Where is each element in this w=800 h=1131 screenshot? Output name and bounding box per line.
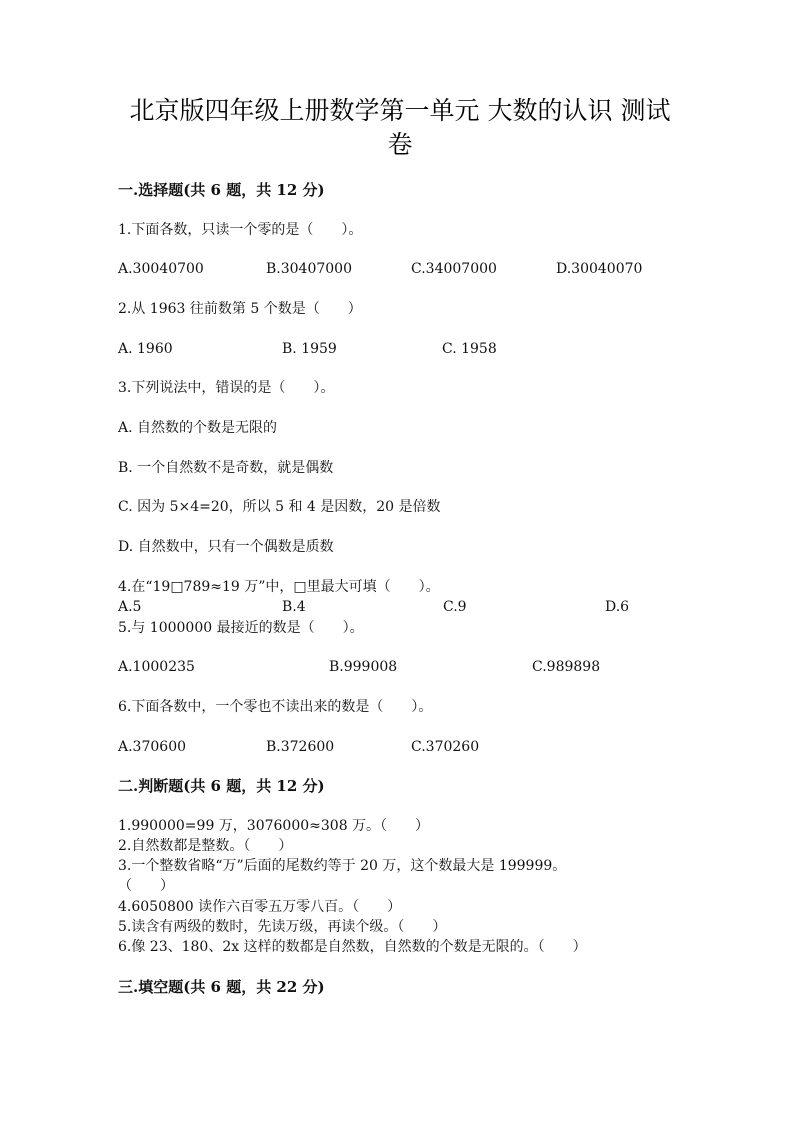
title-line-1: 北京版四年级上册数学第一单元 大数的认识 测试 xyxy=(129,96,671,125)
judgement-item: 4.6050800 读作六百零五万零八百。（ ） xyxy=(118,899,402,915)
option-c: C. 因为 5×4=20，所以 5 和 4 是因数，20 是倍数 xyxy=(118,499,441,515)
question-stem: 5.与 1000000 最接近的数是（ ）。 xyxy=(118,620,364,636)
judgement-item: 1.990000=99 万，3076000≈308 万。（ ） xyxy=(118,818,430,834)
question-stem: 1.下面各数，只读一个零的是（ ）。 xyxy=(118,222,363,238)
section-heading-choice: 一.选择题(共 6 题，共 12 分) xyxy=(118,181,325,199)
option-a: A. 自然数的个数是无限的 xyxy=(118,420,278,436)
option-b: B. 1959 xyxy=(282,341,337,357)
option-b: B.30407000 xyxy=(266,261,352,277)
option-a: A.5 xyxy=(118,599,142,615)
option-b: B.4 xyxy=(282,599,306,615)
title-line-2: 卷 xyxy=(387,130,413,159)
section-heading-judgement: 二.判断题(共 6 题，共 12 分) xyxy=(118,777,325,795)
option-c: C.370260 xyxy=(411,739,480,755)
option-c: C.989898 xyxy=(532,659,601,675)
question-stem: 4.在“19□789≈19 万”中，□里最大可填（ ）。 xyxy=(118,579,440,595)
section-heading-fill-in: 三.填空题(共 6 题，共 22 分) xyxy=(118,978,325,996)
judgement-item: 3.一个整数省略“万”后面的尾数约等于 20 万，这个数最大是 199999。 xyxy=(118,858,567,874)
option-a: A.30040700 xyxy=(118,261,204,277)
judgement-item: 2.自然数都是整数。（ ） xyxy=(118,838,293,854)
question-stem: 2.从 1963 往前数第 5 个数是（ ） xyxy=(118,301,362,317)
option-c: C.9 xyxy=(443,599,467,615)
option-c: C.34007000 xyxy=(411,261,497,277)
option-a: A. 1960 xyxy=(118,341,173,357)
option-b: B.999008 xyxy=(329,659,398,675)
option-d: D. 自然数中，只有一个偶数是质数 xyxy=(118,539,334,555)
judgement-item-continued: （ ） xyxy=(118,878,174,894)
option-d: D.6 xyxy=(605,599,630,615)
option-b: B.372600 xyxy=(266,739,335,755)
option-c: C. 1958 xyxy=(442,341,497,357)
option-d: D.30040070 xyxy=(556,261,643,277)
page-title xyxy=(118,94,682,162)
option-a: A.1000235 xyxy=(118,659,195,675)
option-b: B. 一个自然数不是奇数，就是偶数 xyxy=(118,460,334,476)
question-stem: 3.下列说法中，错误的是（ ）。 xyxy=(118,380,335,396)
question-stem: 6.下面各数中，一个零也不读出来的数是（ ）。 xyxy=(118,699,433,715)
judgement-item: 5.读含有两级的数时，先读万级，再读个级。（ ） xyxy=(118,919,447,935)
judgement-item: 6.像 23、180、2x 这样的数都是自然数，自然数的个数是无限的。（ ） xyxy=(118,939,587,955)
option-a: A.370600 xyxy=(118,739,187,755)
